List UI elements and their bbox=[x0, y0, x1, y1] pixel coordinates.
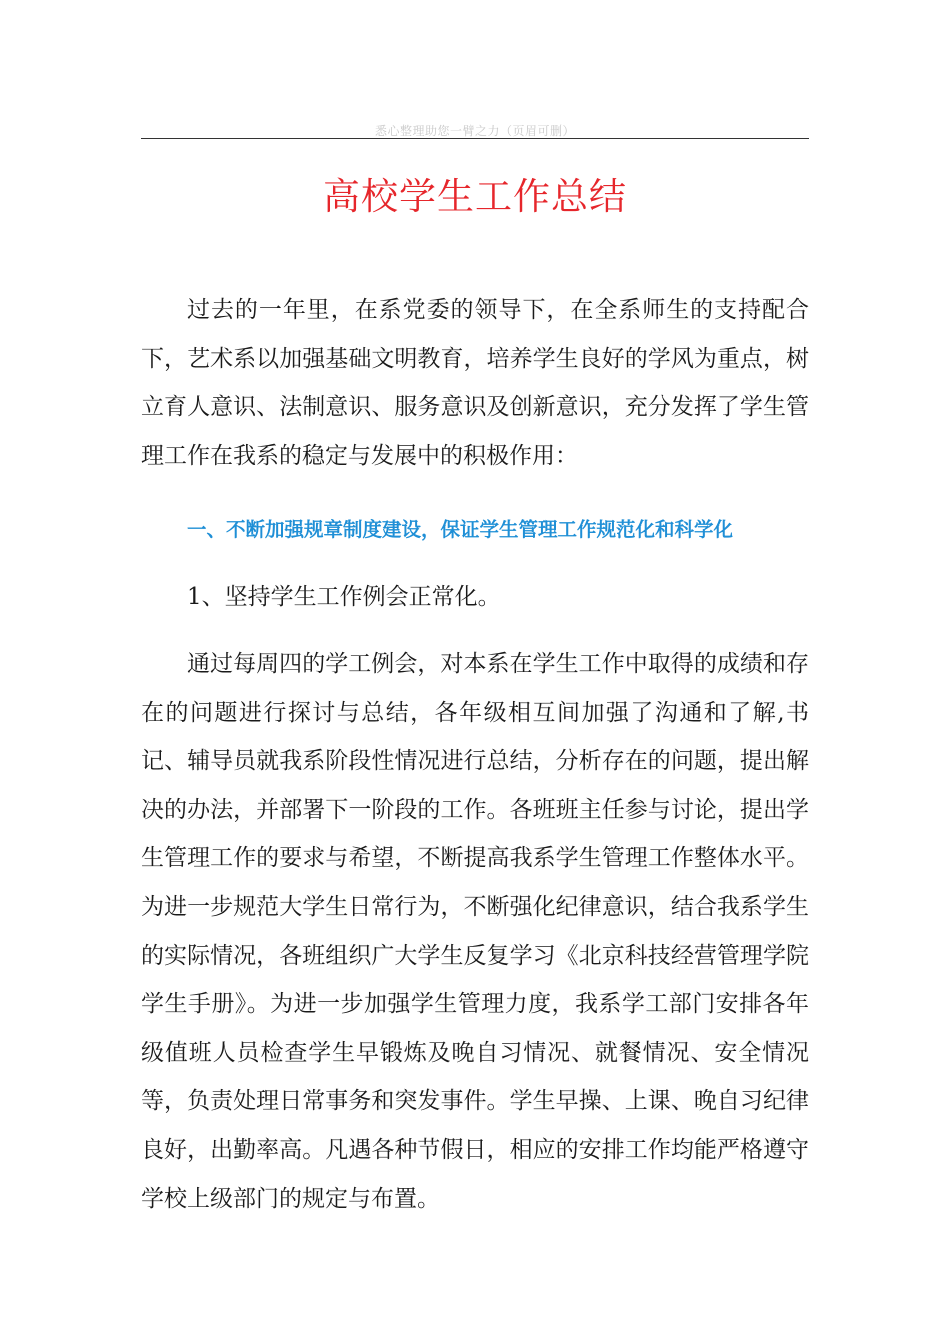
item-1-paragraph: 通过每周四的学工例会，对本系在学生工作中取得的成绩和存在的问题进行探讨与总结，各年级相互间加强了沟通和了解,书记、辅导员就我系阶段性情况进行总结，分析存在的问题，提出解决的办法，并部署下一阶段的工作。各班班主任参与讨论，提出学生管理工作的要求与希望，不断提高我系学生管理工作整体水平。为进一步规范大学生日常行为，不断强化纪律意识，结合我系学生的实际情况，各班组织广大学生反复学习《北京科技经营管理学院学生手册》。为进一步加强学生管理力度，我系学工部门安排各年级值班人员检查学生早锻炼及晚自习情况、就餐情况、安全情况等，负责处理日常事务和突发事件。学生早操、上课、晚自习纪律良好，出勤率高。凡遇各种节假日，相应的安排工作均能严格遵守学校上级部门的规定与布置。 bbox=[141, 651, 809, 1212]
page-header-note: 悉心整理助您一臂之力（页眉可删） bbox=[374, 124, 575, 138]
header-divider bbox=[141, 138, 809, 139]
document-title: 高校学生工作总结 bbox=[323, 175, 627, 218]
intro-paragraph: 过去的一年里，在系党委的领导下，在全系师生的支持配合下，艺术系以加强基础文明教育，培养学生良好的学风为重点，树立育人意识、法制意识、服务意识及创新意识，充分发挥了学生管理工作在我系的稳定与发展中的积极作用： bbox=[141, 297, 809, 469]
item-1-heading: 1、坚持学生工作例会正常化。 bbox=[187, 584, 501, 610]
section-1-heading: 一、不断加强规章制度建设，保证学生管理工作规范化和科学化 bbox=[187, 518, 734, 541]
